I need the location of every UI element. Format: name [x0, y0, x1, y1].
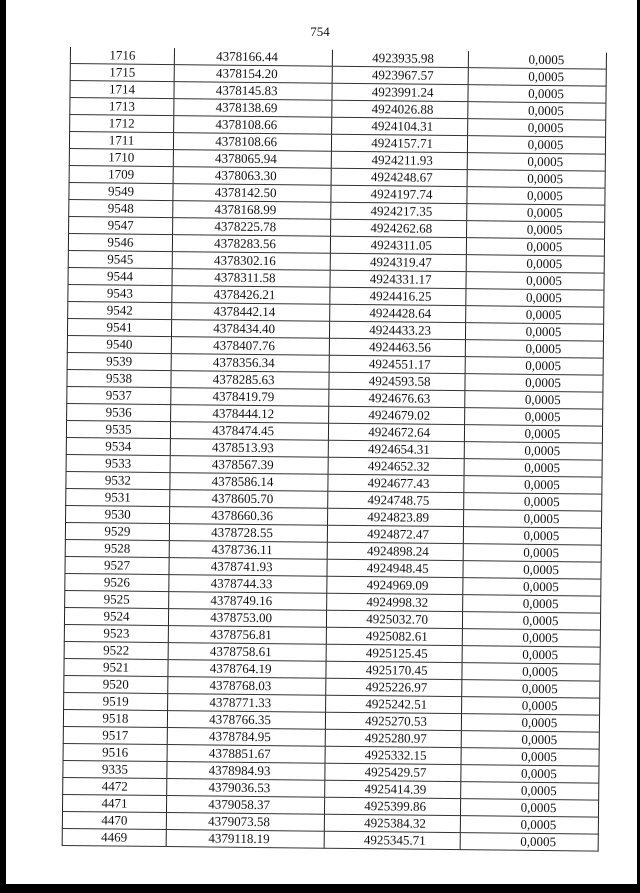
- point-number-cell: 1713: [70, 98, 174, 116]
- point-number-cell: 1711: [69, 132, 173, 150]
- x-coordinate-cell: 4378065.94: [173, 150, 331, 169]
- error-value-cell: 0,0005: [461, 731, 599, 749]
- point-number-cell: 4471: [62, 794, 166, 812]
- error-value-cell: 0,0005: [465, 340, 603, 358]
- point-number-cell: 9533: [66, 454, 170, 472]
- x-coordinate-cell: 4378138.69: [174, 99, 332, 118]
- x-coordinate-cell: 4379058.37: [166, 796, 324, 815]
- x-coordinate-cell: 4378474.45: [170, 422, 328, 441]
- y-coordinate-cell: 4925332.15: [325, 746, 461, 764]
- point-number-cell: 4470: [62, 811, 166, 829]
- point-number-cell: 9547: [69, 216, 173, 234]
- y-coordinate-cell: 4925280.97: [325, 729, 461, 747]
- error-value-cell: 0,0005: [460, 816, 598, 834]
- error-value-cell: 0,0005: [468, 102, 606, 120]
- error-value-cell: 0,0005: [466, 306, 604, 324]
- x-coordinate-cell: 4378744.33: [169, 575, 327, 594]
- error-value-cell: 0,0005: [468, 51, 606, 69]
- point-number-cell: 9530: [66, 505, 170, 523]
- point-number-cell: 9517: [63, 726, 167, 744]
- y-coordinate-cell: 4924026.88: [332, 100, 468, 118]
- x-coordinate-cell: 4378758.61: [168, 643, 326, 662]
- error-value-cell: 0,0005: [467, 136, 605, 154]
- scan-edge-bottom: [0, 884, 640, 893]
- point-number-cell: 9541: [67, 318, 171, 336]
- error-value-cell: 0,0005: [467, 221, 605, 239]
- x-coordinate-cell: 4378660.36: [170, 507, 328, 526]
- y-coordinate-cell: 4924104.31: [332, 117, 468, 135]
- y-coordinate-cell: 4925414.39: [325, 780, 461, 798]
- x-coordinate-cell: 4378984.93: [167, 762, 325, 781]
- point-number-cell: 9529: [65, 522, 169, 540]
- coordinates-table: [62, 47, 607, 852]
- error-value-cell: 0,0005: [463, 544, 601, 562]
- y-coordinate-cell: 4923935.98: [332, 50, 468, 68]
- error-value-cell: 0,0005: [467, 170, 605, 188]
- error-value-cell: 0,0005: [463, 510, 601, 528]
- x-coordinate-cell: 4379073.58: [166, 813, 324, 832]
- error-value-cell: 0,0005: [463, 527, 601, 545]
- point-number-cell: 1710: [69, 148, 173, 166]
- y-coordinate-cell: 4924672.64: [328, 423, 464, 441]
- y-coordinate-cell: 4924679.02: [329, 406, 465, 424]
- error-value-cell: 0,0005: [460, 833, 598, 851]
- point-number-cell: 9540: [67, 335, 171, 353]
- x-coordinate-cell: 4378442.14: [172, 303, 330, 322]
- point-number-cell: 9531: [66, 488, 170, 506]
- x-coordinate-cell: 4378513.93: [170, 439, 328, 458]
- error-value-cell: 0,0005: [464, 425, 602, 443]
- error-value-cell: 0,0005: [464, 493, 602, 511]
- y-coordinate-cell: 4924433.23: [329, 321, 465, 339]
- x-coordinate-cell: 4378225.78: [173, 218, 331, 237]
- point-number-cell: 1716: [70, 47, 174, 65]
- error-value-cell: 0,0005: [468, 68, 606, 86]
- y-coordinate-cell: 4925345.71: [324, 831, 460, 849]
- x-coordinate-cell: 4379118.19: [166, 830, 324, 849]
- x-coordinate-cell: 4378145.83: [174, 82, 332, 101]
- error-value-cell: 0,0005: [466, 289, 604, 307]
- y-coordinate-cell: 4924157.71: [331, 134, 467, 152]
- point-number-cell: 9525: [65, 590, 169, 608]
- error-value-cell: 0,0005: [466, 238, 604, 256]
- x-coordinate-cell: 4378142.50: [173, 184, 331, 203]
- x-coordinate-cell: 4378419.79: [171, 388, 329, 407]
- y-coordinate-cell: 4924551.17: [329, 355, 465, 373]
- error-value-cell: 0,0005: [461, 748, 599, 766]
- y-coordinate-cell: 4924217.35: [331, 202, 467, 220]
- point-number-cell: 1709: [69, 165, 173, 183]
- page-number: 754: [310, 24, 330, 39]
- y-coordinate-cell: 4923967.57: [332, 66, 468, 84]
- point-number-cell: 9520: [64, 675, 168, 693]
- error-value-cell: 0,0005: [462, 663, 600, 681]
- point-number-cell: 9523: [64, 624, 168, 642]
- y-coordinate-cell: 4924677.43: [328, 474, 464, 492]
- y-coordinate-cell: 4924898.24: [327, 542, 463, 560]
- coordinates-table-body: [62, 47, 606, 851]
- x-coordinate-cell: 4378434.40: [171, 320, 329, 339]
- y-coordinate-cell: 4924654.31: [328, 440, 464, 458]
- point-number-cell: 9524: [64, 607, 168, 625]
- x-coordinate-cell: 4378766.35: [167, 711, 325, 730]
- point-number-cell: 9532: [66, 471, 170, 489]
- x-coordinate-cell: 4378586.14: [170, 473, 328, 492]
- x-coordinate-cell: 4378108.66: [174, 116, 332, 135]
- x-coordinate-cell: 4378741.93: [169, 558, 327, 577]
- x-coordinate-cell: 4378605.70: [170, 490, 328, 509]
- error-value-cell: 0,0005: [465, 408, 603, 426]
- point-number-cell: 9544: [68, 267, 172, 285]
- y-coordinate-cell: 4925082.61: [326, 627, 462, 645]
- error-value-cell: 0,0005: [462, 697, 600, 715]
- x-coordinate-cell: 4378444.12: [171, 405, 329, 424]
- error-value-cell: 0,0005: [464, 459, 602, 477]
- point-number-cell: 9536: [67, 403, 171, 421]
- x-coordinate-cell: 4378756.81: [168, 626, 326, 645]
- y-coordinate-cell: 4925032.70: [326, 610, 462, 628]
- x-coordinate-cell: 4378728.55: [169, 524, 327, 543]
- point-number-cell: 9537: [67, 386, 171, 404]
- error-value-cell: 0,0005: [462, 629, 600, 647]
- y-coordinate-cell: 4924262.68: [331, 219, 467, 237]
- y-coordinate-cell: 4924948.45: [327, 559, 463, 577]
- y-coordinate-cell: 4925242.51: [326, 695, 462, 713]
- y-coordinate-cell: 4924872.47: [327, 525, 463, 543]
- point-number-cell: 1715: [70, 64, 174, 82]
- x-coordinate-cell: 4379036.53: [167, 779, 325, 798]
- point-number-cell: 9516: [63, 743, 167, 761]
- error-value-cell: 0,0005: [464, 442, 602, 460]
- y-coordinate-cell: 4924823.89: [328, 508, 464, 526]
- y-coordinate-cell: 4924428.64: [330, 304, 466, 322]
- error-value-cell: 0,0005: [467, 187, 605, 205]
- x-coordinate-cell: 4378407.76: [171, 337, 329, 356]
- y-coordinate-cell: 4924463.56: [329, 338, 465, 356]
- y-coordinate-cell: 4924197.74: [331, 185, 467, 203]
- point-number-cell: 9535: [66, 420, 170, 438]
- point-number-cell: 9538: [67, 369, 171, 387]
- x-coordinate-cell: 4378784.95: [167, 728, 325, 747]
- x-coordinate-cell: 4378108.66: [173, 133, 331, 152]
- error-value-cell: 0,0005: [462, 680, 600, 698]
- x-coordinate-cell: 4378311.58: [172, 269, 330, 288]
- point-number-cell: 9519: [64, 692, 168, 710]
- y-coordinate-cell: 4924331.17: [330, 270, 466, 288]
- y-coordinate-cell: 4924593.58: [329, 372, 465, 390]
- scan-edge-left: [0, 0, 6, 893]
- x-coordinate-cell: 4378154.20: [174, 65, 332, 84]
- point-number-cell: 9549: [69, 182, 173, 200]
- x-coordinate-cell: 4378283.56: [172, 235, 330, 254]
- x-coordinate-cell: 4378567.39: [170, 456, 328, 475]
- y-coordinate-cell: 4924311.05: [330, 236, 466, 254]
- point-number-cell: 9335: [63, 760, 167, 778]
- x-coordinate-cell: 4378753.00: [168, 609, 326, 628]
- point-number-cell: 4472: [63, 777, 167, 795]
- y-coordinate-cell: 4924748.75: [328, 491, 464, 509]
- point-number-cell: 9527: [65, 556, 169, 574]
- y-coordinate-cell: 4924211.93: [331, 151, 467, 169]
- error-value-cell: 0,0005: [465, 323, 603, 341]
- x-coordinate-cell: 4378771.33: [168, 694, 326, 713]
- point-number-cell: 9543: [68, 284, 172, 302]
- y-coordinate-cell: 4924319.47: [330, 253, 466, 271]
- error-value-cell: 0,0005: [462, 612, 600, 630]
- y-coordinate-cell: 4925399.86: [324, 797, 460, 815]
- x-coordinate-cell: 4378285.63: [171, 371, 329, 390]
- error-value-cell: 0,0005: [463, 595, 601, 613]
- point-number-cell: 9545: [68, 250, 172, 268]
- error-value-cell: 0,0005: [462, 646, 600, 664]
- y-coordinate-cell: 4924676.63: [329, 389, 465, 407]
- x-coordinate-cell: 4378302.16: [172, 252, 330, 271]
- point-number-cell: 9542: [68, 301, 172, 319]
- point-number-cell: 1714: [70, 81, 174, 99]
- point-number-cell: 9534: [66, 437, 170, 455]
- point-number-cell: 9522: [64, 641, 168, 659]
- error-value-cell: 0,0005: [467, 153, 605, 171]
- y-coordinate-cell: 4925270.53: [325, 712, 461, 730]
- y-coordinate-cell: 4924969.09: [327, 576, 463, 594]
- error-value-cell: 0,0005: [464, 476, 602, 494]
- error-value-cell: 0,0005: [463, 561, 601, 579]
- x-coordinate-cell: 4378768.03: [168, 677, 326, 696]
- error-value-cell: 0,0005: [465, 374, 603, 392]
- error-value-cell: 0,0005: [460, 799, 598, 817]
- x-coordinate-cell: 4378749.16: [169, 592, 327, 611]
- error-value-cell: 0,0005: [465, 357, 603, 375]
- point-number-cell: 9539: [67, 352, 171, 370]
- point-number-cell: 4469: [62, 828, 166, 846]
- point-number-cell: 9548: [69, 199, 173, 217]
- x-coordinate-cell: 4378168.99: [173, 201, 331, 220]
- point-number-cell: 9526: [65, 573, 169, 591]
- x-coordinate-cell: 4378764.19: [168, 660, 326, 679]
- x-coordinate-cell: 4378166.44: [174, 48, 332, 66]
- point-number-cell: 9546: [68, 233, 172, 251]
- error-value-cell: 0,0005: [466, 272, 604, 290]
- x-coordinate-cell: 4378736.11: [169, 541, 327, 560]
- error-value-cell: 0,0005: [467, 204, 605, 222]
- point-number-cell: 9521: [64, 658, 168, 676]
- y-coordinate-cell: 4924998.32: [327, 593, 463, 611]
- error-value-cell: 0,0005: [468, 119, 606, 137]
- y-coordinate-cell: 4925429.57: [325, 763, 461, 781]
- x-coordinate-cell: 4378426.21: [172, 286, 330, 305]
- y-coordinate-cell: 4925125.45: [326, 644, 462, 662]
- y-coordinate-cell: 4925170.45: [326, 661, 462, 679]
- error-value-cell: 0,0005: [466, 255, 604, 273]
- point-number-cell: 9528: [65, 539, 169, 557]
- y-coordinate-cell: 4925226.97: [326, 678, 462, 696]
- error-value-cell: 0,0005: [468, 85, 606, 103]
- error-value-cell: 0,0005: [465, 391, 603, 409]
- error-value-cell: 0,0005: [461, 765, 599, 783]
- y-coordinate-cell: 4925384.32: [324, 814, 460, 832]
- y-coordinate-cell: 4924248.67: [331, 168, 467, 186]
- x-coordinate-cell: 4378851.67: [167, 745, 325, 764]
- error-value-cell: 0,0005: [461, 714, 599, 732]
- y-coordinate-cell: 4923991.24: [332, 83, 468, 101]
- point-number-cell: 9518: [63, 709, 167, 727]
- x-coordinate-cell: 4378356.34: [171, 354, 329, 373]
- error-value-cell: 0,0005: [463, 578, 601, 596]
- y-coordinate-cell: 4924652.32: [328, 457, 464, 475]
- y-coordinate-cell: 4924416.25: [330, 287, 466, 305]
- x-coordinate-cell: 4378063.30: [173, 167, 331, 186]
- error-value-cell: 0,0005: [461, 782, 599, 800]
- point-number-cell: 1712: [70, 115, 174, 133]
